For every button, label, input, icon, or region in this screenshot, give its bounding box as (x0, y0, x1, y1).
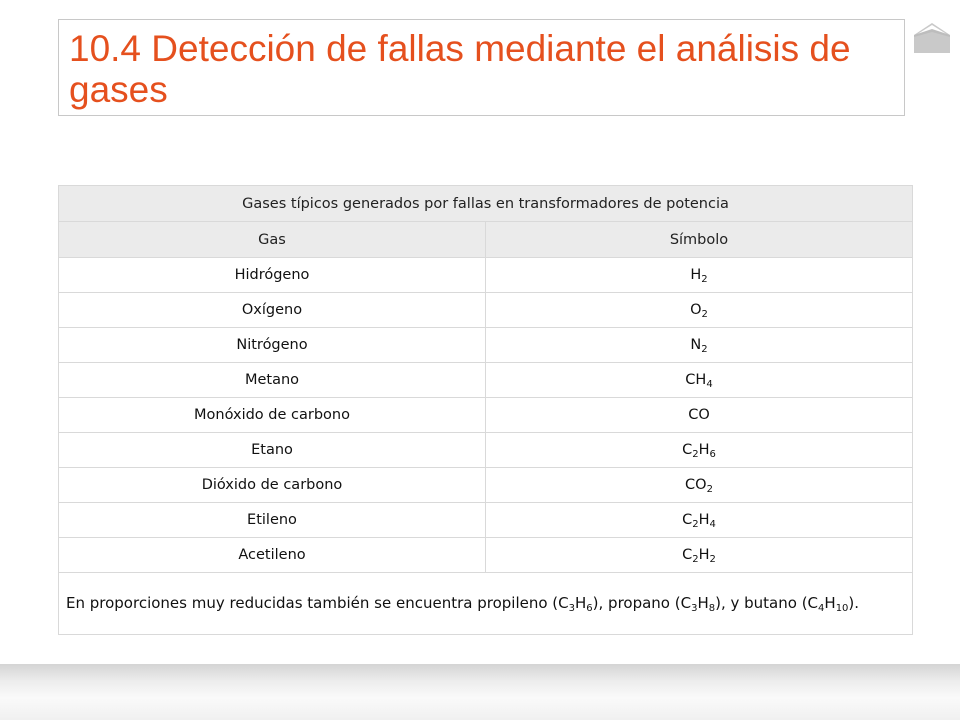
table-note: En proporciones muy reducidas también se encuentra propileno $(C_3H_6)$, propano $(C_3H_8)$, y butano $(C_4H_{10})$. (59, 573, 913, 635)
gas-name-cell: Oxígeno (59, 293, 486, 328)
table-row (59, 538, 913, 573)
gas-symbol-cell: $CH_4$ (486, 363, 913, 398)
gas-name-cell: Monóxido de carbono (59, 398, 486, 433)
gas-symbol-cell: $C_2H_6$ (486, 433, 913, 468)
header-gas: Gas (59, 222, 486, 258)
table-row (59, 363, 913, 398)
gas-name-cell: Nitrógeno (59, 328, 486, 363)
table-row (59, 433, 913, 468)
table-row (59, 503, 913, 538)
table-row (59, 258, 913, 293)
table-row (59, 468, 913, 503)
table-row (59, 328, 913, 363)
header-symbol: Símbolo (486, 222, 913, 258)
gas-symbol-cell: $H_2$ (486, 258, 913, 293)
table-row (59, 398, 913, 433)
gas-symbol-cell: CO (486, 398, 913, 433)
title-box (58, 19, 905, 116)
home-icon[interactable] (912, 20, 952, 54)
gas-symbol-cell: $CO_2$ (486, 468, 913, 503)
gas-symbol-cell: $C_2H_2$ (486, 538, 913, 573)
gases-table (58, 185, 913, 635)
slide-title: 10.4 Detección de fallas mediante el análisis de gases (69, 28, 851, 110)
table-header-row (59, 222, 913, 258)
gas-name-cell: Etano (59, 433, 486, 468)
gases-table-wrap (58, 185, 912, 635)
table-caption-row (59, 186, 913, 222)
gas-symbol-cell: $N_2$ (486, 328, 913, 363)
gas-name-cell: Etileno (59, 503, 486, 538)
table-note-row (59, 573, 913, 635)
home-icon-graphic (912, 20, 952, 54)
gas-symbol-cell: $C_2H_4$ (486, 503, 913, 538)
footer-band (0, 664, 960, 720)
gas-name-cell: Acetileno (59, 538, 486, 573)
gas-name-cell: Metano (59, 363, 486, 398)
table-caption: Gases típicos generados por fallas en transformadores de potencia (59, 186, 913, 222)
gas-symbol-cell: $O_2$ (486, 293, 913, 328)
gas-name-cell: Dióxido de carbono (59, 468, 486, 503)
table-row (59, 293, 913, 328)
gas-name-cell: Hidrógeno (59, 258, 486, 293)
